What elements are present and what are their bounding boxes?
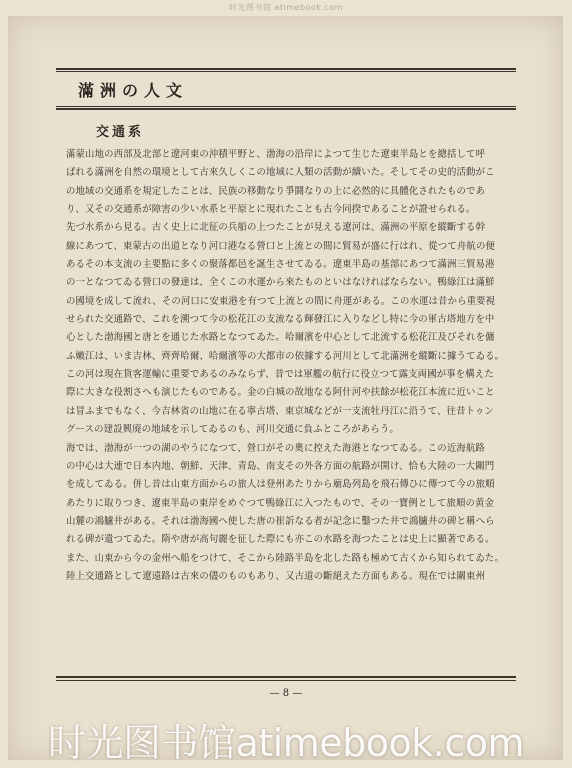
body-text [66, 146, 516, 586]
paragraph [66, 568, 516, 586]
text-line: また、山東から今の金州へ船をつけて、そこから陸路半島を北した路も極めて古くから知られてゐた。 [66, 552, 504, 564]
text-line: を成してゐる。併し昔は山東方面からの旅人は登州あたりから廟島列島を飛石傳ひに傳つて今の旅順 [66, 479, 495, 491]
text-line: ふ嫩江は、いま吉林、齊齊哈爾、哈爾濱等の大都市の依據する河川として北滿洲を縱斷に據うてゐる。 [66, 350, 505, 362]
title-rule [56, 108, 516, 110]
text-line: 心とした渤海國と唐とを通じた水路となつてゐた。哈爾濱を中心として北流する松花江及びそれを傭 [66, 332, 495, 344]
text-line: この河は現在貨客運輸に重要であるのみならず、昔では軍艦の航行に役立つて露支両國が事を構えた [66, 369, 494, 381]
text-line: れる碑が遺つてゐた。隋や唐が高句麗を征した際にも亦この水路を海つたことは史上に顯著である。 [66, 534, 495, 546]
footer-watermark: 时光图书馆atimebook.com [47, 721, 524, 765]
text-line: 陸上交通路として遼遠路は古來の儘のものもあり、又古道の斷絕えた方面もある。現在では關東州 [66, 570, 486, 582]
text-line: の地域の交通系を規定したことは、民族の移動なり爭鬪なりの上に必然的に具體化されたものであ [66, 185, 486, 197]
text-line: ばれる滿洲を自然の環境として古來久しくこの地域に人類の活動が續いた。そしてその史的活動がこ [66, 167, 495, 179]
text-line: は冒ふまでもなく、今吉林省の山地に在る寧古塔、東京城などが一支流牡丹江に沿うて、往昔トゥン [66, 405, 495, 417]
section-heading: 交通系 [96, 125, 145, 140]
text-line: せられた交通路で、これを溯つて今の松花江の支流なる輝發江に入りなどし特に今の軍古塔地方を中 [66, 314, 495, 326]
text-line: あるその本支流の主要點に多くの聚落都邑を誕生させてゐる。遼東半島の基部にあつて滿洲三貿易港 [66, 259, 495, 271]
page-number: — 8 — [269, 688, 303, 699]
text-line: 先づ水系から見る。古く史上に北征の兵船の上つたことが見える遼河は、滿洲の平原を縱斷する幹 [66, 222, 486, 234]
paragraph [66, 146, 516, 219]
text-line: の國境を成して流れ、その河口に安東港を有つて上流との間に舟運がある。この水運は昔から重要視 [66, 295, 496, 307]
text-line: あたりに取りつき、遼東半島の東岸をめぐつて鴨綠江に入つたもので、その一寶例として旅順の黄金 [66, 497, 495, 509]
paragraph [66, 219, 516, 439]
text-line: 滿蒙山地の西部及北部と遼河東の沖積平野と、渤海の沿岸によつて生じた遼東半島とを總括して呼 [66, 149, 486, 160]
title-rule [56, 68, 516, 70]
text-line: の一となつてゐる營口の發達は、全くこの水運から來たものといはなければならない。鴨綠江は滿鮮 [66, 277, 495, 289]
text-line: 山麓の鴻臚井がある。それは渤海國へ使した唐の崔訢なる者が記念に鑿つた井で鴻臚井の碑と稱へら [66, 515, 495, 527]
text-line: の中心は大連で日本内地、朝鮮、天津、青島、南支その外各方面の航路が開け、恰も大陸の一大關門 [66, 460, 495, 472]
text-line: り、又その交通系が障害の少い水系と平原とに現れたことも古今同揆であることが證せられる。 [66, 204, 476, 216]
title-rule [56, 106, 516, 107]
title-block [56, 68, 516, 110]
text-line: 海では、渤海が一つの湖のやうになつて、營口がその奧に控えた海港となつてゐる。この近海航路 [66, 442, 485, 454]
paragraph [66, 440, 516, 568]
footer-rule [56, 680, 516, 681]
footer-rule [56, 676, 516, 678]
page-title: 滿洲の人文 [78, 81, 189, 100]
text-line: 際に大きな役割さへも演じたものである。金の白城の故地なる阿什河や扶餘が松花江本流に近いこと [66, 387, 495, 399]
text-line: 線にあつて、東蒙古の出道となり河口港なる營口と上流との間に貿易が盛に行はれ、從つて舟航の便 [66, 240, 496, 252]
header-watermark: 时光图书馆 atimebook.com [228, 3, 344, 12]
text-line: グースの建設興廃の地域を示してゐるのも、河川交通に負ふところがあらう。 [66, 424, 399, 436]
